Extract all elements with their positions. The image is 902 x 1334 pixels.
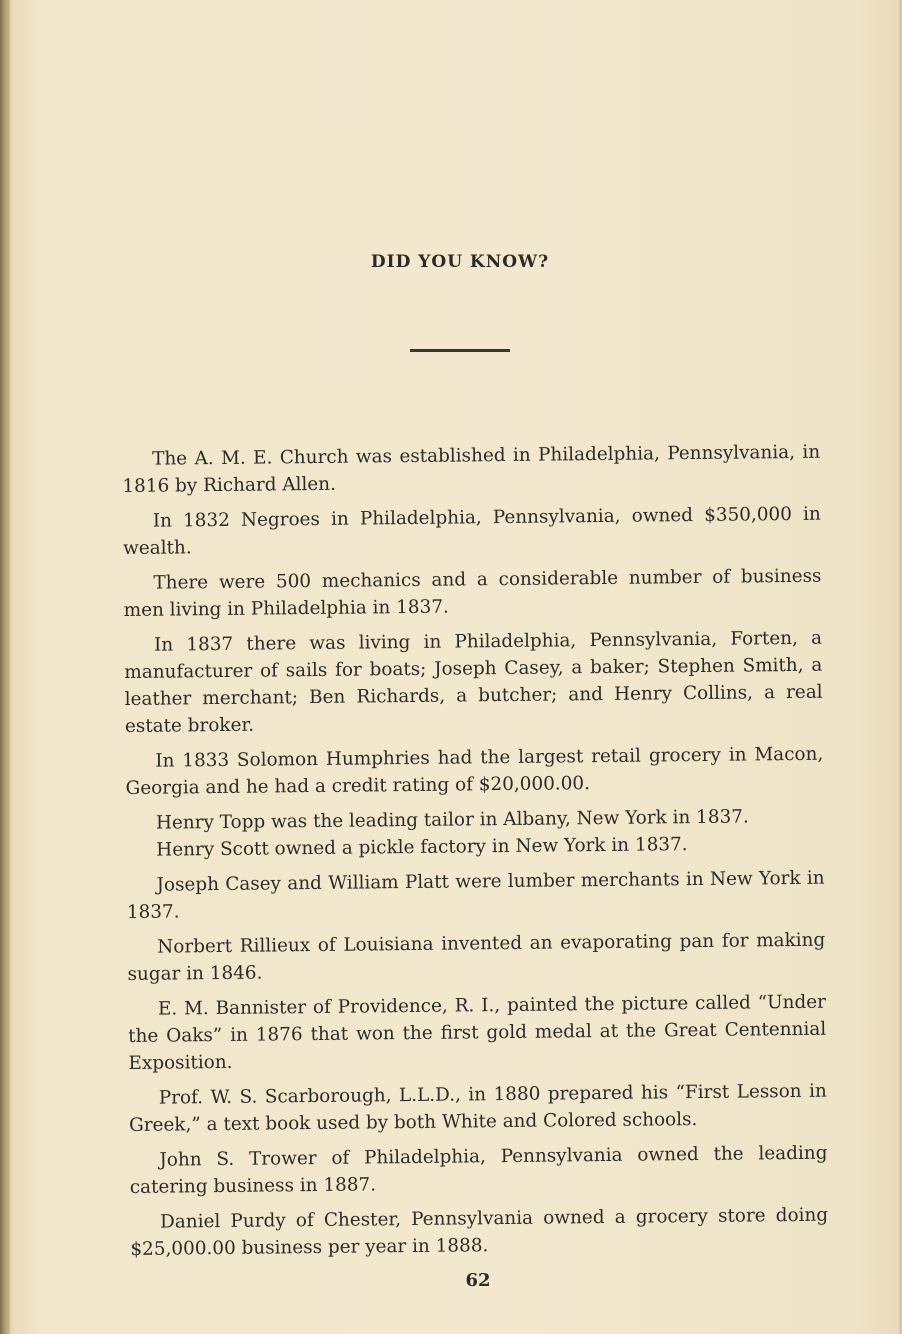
fact-paragraph: Henry Topp was the leading tailor in Albany, New York in 1837. — [155, 806, 749, 834]
fact-paragraph: E. M. Bannister of Providence, R. I., painted the picture called “Under the Oaks” in 1876 that won the first gold medal at the Great Centennial Exposition. — [128, 991, 827, 1074]
fact-paragraph: There were 500 mechanics and a considerable number of business men living in Philadelphia in 1837. — [123, 565, 822, 621]
fact-paragraph: Prof. W. S. Scarborough, L.L.D., in 1880 prepared his “First Lesson in Greek,” a text book used by both White and Colored schools. — [129, 1080, 827, 1136]
fact-paragraph: In 1832 Negroes in Philadelphia, Pennsylvania, owned $350,000 in wealth. — [122, 503, 821, 559]
book-spine-edge — [0, 0, 10, 1334]
page-number: 62 — [465, 1270, 491, 1291]
fact-paragraph: The A. M. E. Church was established in Philadelphia, Pennsylvania, in 1816 by Richard Allen. — [122, 441, 821, 497]
fact-paragraph: John S. Trower of Philadelphia, Pennsylvania owned the leading catering business in 1887. — [129, 1142, 828, 1198]
fact-paragraph: In 1837 there was living in Philadelphia, Pennsylvania, Forten, a manufacturer of sails for boats; Joseph Casey, a baker; Stephen Smith, a leather merchant; Ben Richards, a butcher; and Henry Collins, a real estate broker. — [124, 627, 823, 737]
page-title: DID YOU KNOW? — [370, 252, 550, 272]
title-divider — [410, 349, 510, 352]
fact-paragraph: Norbert Rillieux of Louisiana invented an evaporating pan for making sugar in 1846. — [127, 929, 826, 985]
fact-paragraph: Henry Scott owned a pickle factory in New York in 1837. — [156, 834, 688, 861]
fact-list — [122, 439, 829, 1271]
fact-paragraph: Joseph Casey and William Platt were lumber merchants in New York in 1837. — [126, 867, 825, 923]
fact-paragraph: Daniel Purdy of Chester, Pennsylvania owned a grocery store doing $25,000.00 business per year in 1888. — [130, 1204, 829, 1260]
fact-paragraph: In 1833 Solomon Humphries had the largest retail grocery in Macon, Georgia and he had a credit rating of $20,000.00. — [125, 743, 824, 799]
